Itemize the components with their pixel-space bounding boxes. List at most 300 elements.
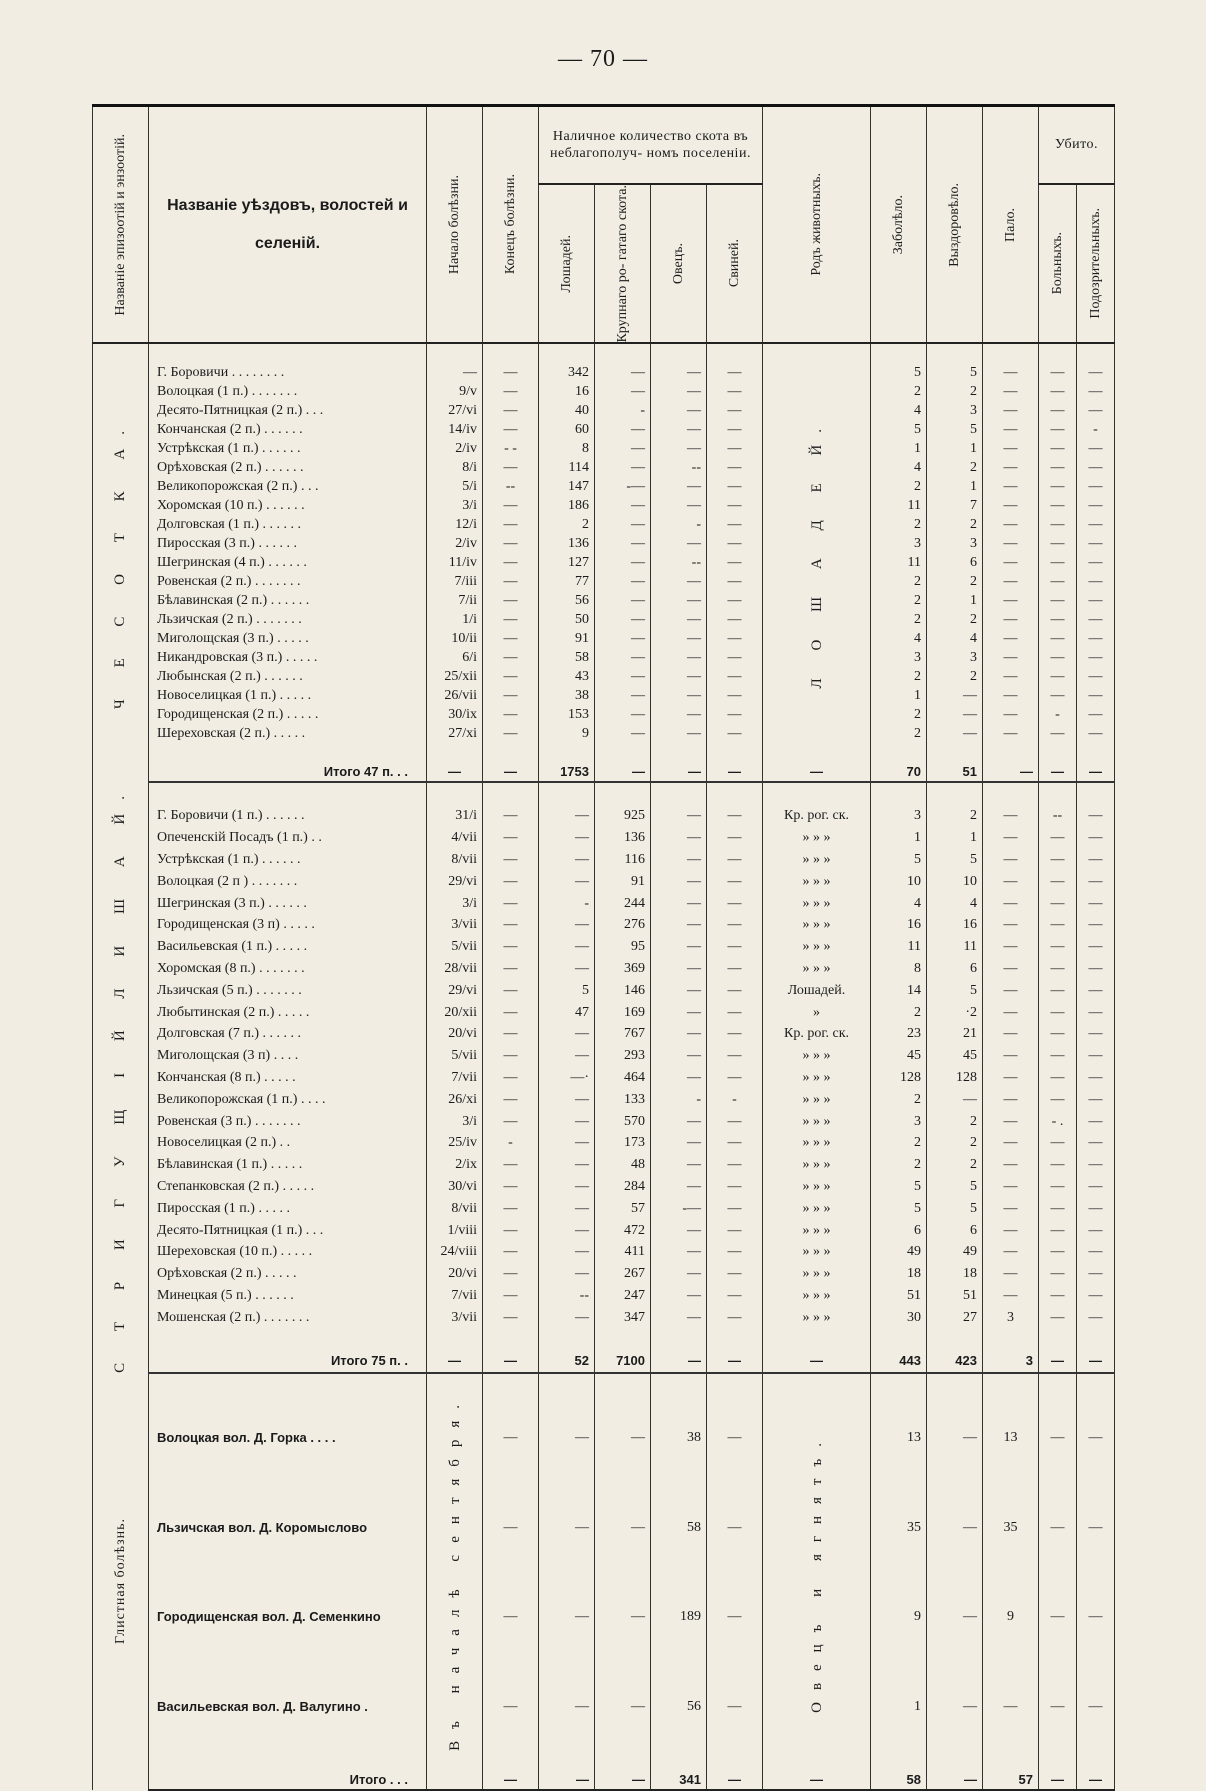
table-row <box>93 1219 1115 1241</box>
table-row <box>93 1154 1115 1176</box>
row-horses: 342 <box>539 363 595 382</box>
row-died: — <box>983 629 1039 648</box>
row-start: 25/iv <box>427 1132 483 1154</box>
total-label: Итого 47 п. . . <box>149 762 427 782</box>
row-recovered: 5 <box>927 420 983 439</box>
total-killed-sick: — <box>1039 762 1077 782</box>
row-kind: » <box>763 1001 871 1023</box>
row-sick: 2 <box>871 515 927 534</box>
row-cattle: 146 <box>595 979 651 1001</box>
spacer-cell <box>927 1328 983 1350</box>
row-start: 11/iv <box>427 553 483 572</box>
row-name: Долговская (7 п.) . . . . . . <box>149 1023 427 1045</box>
table-row <box>93 667 1115 686</box>
row-killed-suspect: — <box>1077 870 1115 892</box>
table-row <box>93 805 1115 827</box>
row-cattle: 169 <box>595 1001 651 1023</box>
total-sheep: 341 <box>651 1770 707 1790</box>
row-killed-suspect: — <box>1077 1219 1115 1241</box>
row-recovered: 5 <box>927 979 983 1001</box>
row-recovered: 21 <box>927 1023 983 1045</box>
row-sick: 4 <box>871 629 927 648</box>
row-killed-sick: — <box>1039 1661 1077 1750</box>
spacer-cell <box>983 743 1039 762</box>
section-label: Глистная болѣзнь. <box>113 1518 128 1645</box>
row-cattle: 570 <box>595 1110 651 1132</box>
row-start: 30/vi <box>427 1176 483 1198</box>
row-start: 28/vii <box>427 958 483 980</box>
row-killed-suspect: — <box>1077 914 1115 936</box>
spacer-cell <box>1039 1328 1077 1350</box>
spacer-cell <box>1039 743 1077 762</box>
row-end: — <box>483 1482 539 1571</box>
row-killed-suspect: — <box>1077 382 1115 401</box>
row-end: — <box>483 515 539 534</box>
row-sheep: — <box>651 496 707 515</box>
total-end: — <box>483 1350 539 1373</box>
spacer-cell <box>651 1751 707 1770</box>
row-horses: 9 <box>539 724 595 743</box>
row-recovered: 1 <box>927 591 983 610</box>
row-sheep: - <box>651 1088 707 1110</box>
row-end: - - <box>483 439 539 458</box>
row-died: — <box>983 572 1039 591</box>
row-killed-suspect: — <box>1077 1263 1115 1285</box>
total-recovered: — <box>927 1770 983 1790</box>
spacer-cell <box>1039 343 1077 363</box>
row-recovered: 18 <box>927 1263 983 1285</box>
row-end: — <box>483 648 539 667</box>
row-name: Десято-Пятницкая (1 п.) . . . <box>149 1219 427 1241</box>
row-recovered: 51 <box>927 1285 983 1307</box>
row-name: Волоцкая вол. Д. Горка . . . . <box>149 1393 427 1482</box>
row-killed-suspect: — <box>1077 610 1115 629</box>
row-killed-suspect: — <box>1077 1088 1115 1110</box>
row-sick: 3 <box>871 648 927 667</box>
row-end: — <box>483 1285 539 1307</box>
spacer-cell <box>539 1751 595 1770</box>
row-sheep: 56 <box>651 1661 707 1750</box>
row-killed-sick: — <box>1039 534 1077 553</box>
row-end: -- <box>483 477 539 496</box>
row-killed-suspect: — <box>1077 1482 1115 1571</box>
row-kind: » » » <box>763 1241 871 1263</box>
table-row <box>93 1110 1115 1132</box>
row-cattle: — <box>595 1572 651 1661</box>
row-pigs: — <box>707 1285 763 1307</box>
row-recovered: 2 <box>927 515 983 534</box>
row-sheep: — <box>651 827 707 849</box>
row-name: Льзичская (2 п.) . . . . . . . <box>149 610 427 629</box>
spacer-cell <box>1039 1373 1077 1393</box>
spacer-cell <box>1077 743 1115 762</box>
row-horses: — <box>539 1263 595 1285</box>
row-sheep: — <box>651 849 707 871</box>
row-sick: 3 <box>871 805 927 827</box>
table-row <box>93 1088 1115 1110</box>
spacer-cell <box>651 782 707 805</box>
row-start: 4/vii <box>427 827 483 849</box>
kind-span-label: Л О Ш А Д Е Й. <box>808 417 825 689</box>
header-sick: Заболѣло. <box>871 106 927 344</box>
row-killed-sick: — <box>1039 553 1077 572</box>
row-cattle: — <box>595 420 651 439</box>
row-horses: — <box>539 1572 595 1661</box>
row-died: 13 <box>983 1393 1039 1482</box>
row-killed-sick: — <box>1039 1219 1077 1241</box>
row-sick: 1 <box>871 827 927 849</box>
row-died: — <box>983 553 1039 572</box>
row-sick: 2 <box>871 667 927 686</box>
row-name: Новоселицкая (1 п.) . . . . . <box>149 686 427 705</box>
row-sick: 5 <box>871 1176 927 1198</box>
row-name: Орѣховская (2 п.) . . . . . . <box>149 458 427 477</box>
row-sick: 13 <box>871 1393 927 1482</box>
row-died: — <box>983 1045 1039 1067</box>
row-killed-suspect: — <box>1077 553 1115 572</box>
row-killed-sick: — <box>1039 686 1077 705</box>
row-name: Орѣховская (2 п.) . . . . . <box>149 1263 427 1285</box>
section-top-spacer <box>93 343 1115 363</box>
row-sheep: — <box>651 892 707 914</box>
row-name: Ровенская (2 п.) . . . . . . . <box>149 572 427 591</box>
row-name: Великопорожская (2 п.) . . . <box>149 477 427 496</box>
table-row <box>93 914 1115 936</box>
row-sick: 2 <box>871 1001 927 1023</box>
row-killed-suspect: — <box>1077 1001 1115 1023</box>
row-died: — <box>983 648 1039 667</box>
spacer-cell <box>651 743 707 762</box>
spacer-cell <box>1039 1751 1077 1770</box>
row-died: — <box>983 936 1039 958</box>
row-end: — <box>483 686 539 705</box>
row-sick: 2 <box>871 1132 927 1154</box>
row-name: Любытинская (2 п.) . . . . . <box>149 1001 427 1023</box>
row-end: — <box>483 724 539 743</box>
row-killed-sick: — <box>1039 1263 1077 1285</box>
row-horses: — <box>539 1219 595 1241</box>
row-horses: — <box>539 1241 595 1263</box>
row-name: Минецкая (5 п.) . . . . . . <box>149 1285 427 1307</box>
total-recovered: 51 <box>927 762 983 782</box>
total-died: 57 <box>983 1770 1039 1790</box>
row-killed-suspect: — <box>1077 363 1115 382</box>
row-sick: 10 <box>871 870 927 892</box>
row-horses: — <box>539 1306 595 1328</box>
row-killed-sick: - <box>1039 705 1077 724</box>
header-horses: Лошадей. <box>539 184 595 344</box>
row-recovered: 11 <box>927 936 983 958</box>
spacer-cell <box>707 1373 763 1393</box>
row-sheep: — <box>651 1176 707 1198</box>
epizootic-table <box>92 104 1115 1791</box>
row-recovered: 2 <box>927 572 983 591</box>
row-name: Городищенская вол. Д. Семенкино <box>149 1572 427 1661</box>
total-killed-suspect: — <box>1077 1350 1115 1373</box>
row-kind: » » » <box>763 914 871 936</box>
row-pigs: — <box>707 591 763 610</box>
row-sheep: 58 <box>651 1482 707 1571</box>
row-name: Васильевская (1 п.) . . . . . <box>149 936 427 958</box>
row-pigs: — <box>707 1110 763 1132</box>
row-end: — <box>483 363 539 382</box>
row-died: — <box>983 439 1039 458</box>
row-killed-sick: — <box>1039 1001 1077 1023</box>
table-row <box>93 648 1115 667</box>
row-kind: » » » <box>763 958 871 980</box>
row-kind: » » » <box>763 1197 871 1219</box>
row-end: — <box>483 591 539 610</box>
row-killed-sick: — <box>1039 936 1077 958</box>
row-killed-suspect: — <box>1077 648 1115 667</box>
table-row <box>93 870 1115 892</box>
row-pigs: — <box>707 958 763 980</box>
table-row <box>93 420 1115 439</box>
row-killed-suspect: — <box>1077 1661 1115 1750</box>
total-row <box>93 762 1115 782</box>
spacer-cell <box>1077 343 1115 363</box>
table-row <box>93 572 1115 591</box>
row-sheep: — <box>651 724 707 743</box>
row-recovered: 6 <box>927 958 983 980</box>
table-row <box>93 686 1115 705</box>
row-died: — <box>983 827 1039 849</box>
row-cattle: — <box>595 515 651 534</box>
total-sick: 443 <box>871 1350 927 1373</box>
row-start: 29/vi <box>427 870 483 892</box>
row-killed-sick: — <box>1039 1285 1077 1307</box>
row-cattle: 173 <box>595 1132 651 1154</box>
row-sick: 18 <box>871 1263 927 1285</box>
total-start: — <box>427 762 483 782</box>
row-sheep: — <box>651 1219 707 1241</box>
row-end: — <box>483 496 539 515</box>
row-sick: 11 <box>871 553 927 572</box>
row-horses: 2 <box>539 515 595 534</box>
row-start: 5/vii <box>427 936 483 958</box>
row-start: 6/i <box>427 648 483 667</box>
spacer-cell <box>539 1328 595 1350</box>
row-kind: » » » <box>763 892 871 914</box>
row-start: 7/ii <box>427 591 483 610</box>
row-start: 1/viii <box>427 1219 483 1241</box>
row-start: 20/vi <box>427 1263 483 1285</box>
header-pigs: Свиней. <box>707 184 763 344</box>
row-cattle: — <box>595 629 651 648</box>
spacer-cell <box>539 743 595 762</box>
row-killed-suspect: — <box>1077 849 1115 871</box>
row-end: — <box>483 1306 539 1328</box>
row-name: Миголощская (3 п.) . . . . . <box>149 629 427 648</box>
spacer-cell <box>707 782 763 805</box>
row-end: — <box>483 936 539 958</box>
row-sick: 1 <box>871 1661 927 1750</box>
row-recovered: — <box>927 705 983 724</box>
row-killed-suspect: — <box>1077 1045 1115 1067</box>
row-died: — <box>983 724 1039 743</box>
spacer-cell <box>651 1328 707 1350</box>
row-name: Городищенская (3 п) . . . . . <box>149 914 427 936</box>
row-cattle: — <box>595 439 651 458</box>
row-killed-suspect: — <box>1077 401 1115 420</box>
row-name: Ровенская (3 п.) . . . . . . . <box>149 1110 427 1132</box>
row-cattle: 91 <box>595 870 651 892</box>
row-sheep: — <box>651 420 707 439</box>
row-killed-suspect: — <box>1077 958 1115 980</box>
table-row <box>93 827 1115 849</box>
header-end: Конецъ болѣзни. <box>483 106 539 344</box>
row-sick: 9 <box>871 1572 927 1661</box>
row-killed-sick: — <box>1039 1088 1077 1110</box>
row-pigs: — <box>707 363 763 382</box>
spacer-cell <box>651 343 707 363</box>
row-end: — <box>483 534 539 553</box>
row-pigs: — <box>707 1001 763 1023</box>
row-sheep: - <box>651 515 707 534</box>
row-name: Волоцкая (1 п.) . . . . . . . <box>149 382 427 401</box>
row-sheep: — <box>651 1285 707 1307</box>
row-start: 31/i <box>427 805 483 827</box>
row-died: — <box>983 1661 1039 1750</box>
row-cattle: — <box>595 534 651 553</box>
total-killed-suspect: — <box>1077 1770 1115 1790</box>
row-cattle: 464 <box>595 1067 651 1089</box>
row-sheep: — <box>651 1132 707 1154</box>
row-killed-suspect: — <box>1077 496 1115 515</box>
row-sheep: -- <box>651 458 707 477</box>
row-died: — <box>983 420 1039 439</box>
row-killed-suspect: — <box>1077 1067 1115 1089</box>
row-sick: 5 <box>871 420 927 439</box>
table-row <box>93 724 1115 743</box>
row-end: — <box>483 1023 539 1045</box>
row-died: — <box>983 401 1039 420</box>
row-sheep: — <box>651 1154 707 1176</box>
row-died: — <box>983 805 1039 827</box>
row-end: — <box>483 914 539 936</box>
table-row <box>93 1306 1115 1328</box>
row-died: 35 <box>983 1482 1039 1571</box>
row-name: Г. Боровичи . . . . . . . . <box>149 363 427 382</box>
row-name: Кончанская (2 п.) . . . . . . <box>149 420 427 439</box>
row-recovered: 2 <box>927 667 983 686</box>
header-died: Пало. <box>983 106 1039 344</box>
spacer-cell <box>149 1751 427 1770</box>
table-row <box>93 1132 1115 1154</box>
table-row <box>93 458 1115 477</box>
row-cattle: 411 <box>595 1241 651 1263</box>
total-row <box>93 1350 1115 1373</box>
row-cattle: — <box>595 363 651 382</box>
row-end: — <box>483 667 539 686</box>
row-name: Устрѣкская (1 п.) . . . . . . <box>149 439 427 458</box>
spacer-cell <box>595 343 651 363</box>
row-cattle: — <box>595 572 651 591</box>
spacer-cell <box>595 743 651 762</box>
total-cattle: — <box>595 762 651 782</box>
row-start: 8/i <box>427 458 483 477</box>
row-horses: 40 <box>539 401 595 420</box>
row-died: — <box>983 1023 1039 1045</box>
row-name: Опеченскій Посадъ (1 п.) . . <box>149 827 427 849</box>
header-recovered: Выздоровѣло. <box>927 106 983 344</box>
row-start: 30/ix <box>427 705 483 724</box>
total-cattle: 7100 <box>595 1350 651 1373</box>
row-recovered: 6 <box>927 1219 983 1241</box>
row-sheep: — <box>651 870 707 892</box>
row-horses: — <box>539 1023 595 1045</box>
row-sick: 45 <box>871 1045 927 1067</box>
row-start: 3/i <box>427 1110 483 1132</box>
row-killed-sick: — <box>1039 1067 1077 1089</box>
spacer-cell <box>595 1373 651 1393</box>
total-horses: 1753 <box>539 762 595 782</box>
total-killed-sick: — <box>1039 1770 1077 1790</box>
row-start: 3/vii <box>427 1306 483 1328</box>
spacer-cell <box>483 1373 539 1393</box>
row-name: Новоселицкая (2 п.) . . <box>149 1132 427 1154</box>
row-horses: 8 <box>539 439 595 458</box>
row-killed-sick: — <box>1039 439 1077 458</box>
row-name: Кончанская (8 п.) . . . . . <box>149 1067 427 1089</box>
row-cattle: 48 <box>595 1154 651 1176</box>
row-recovered: 2 <box>927 805 983 827</box>
row-recovered: 7 <box>927 496 983 515</box>
spacer-cell <box>871 743 927 762</box>
row-start: 14/iv <box>427 420 483 439</box>
row-died: — <box>983 686 1039 705</box>
table-row <box>93 1661 1115 1750</box>
row-horses: — <box>539 1197 595 1219</box>
row-end: — <box>483 553 539 572</box>
spacer-cell <box>427 743 483 762</box>
row-pigs: — <box>707 515 763 534</box>
total-kind: — <box>763 1770 871 1790</box>
row-horses: — <box>539 936 595 958</box>
header-killed-sick: Больныхъ. <box>1039 184 1077 344</box>
row-died: — <box>983 1241 1039 1263</box>
row-recovered: 2 <box>927 610 983 629</box>
spacer-cell <box>983 782 1039 805</box>
table-row <box>93 515 1115 534</box>
row-sick: 2 <box>871 1154 927 1176</box>
row-sick: 3 <box>871 1110 927 1132</box>
row-died: — <box>983 849 1039 871</box>
row-start: 8/vii <box>427 1197 483 1219</box>
row-killed-suspect: — <box>1077 534 1115 553</box>
row-pigs: — <box>707 496 763 515</box>
row-died: — <box>983 610 1039 629</box>
table-row <box>93 553 1115 572</box>
row-sheep: — <box>651 1110 707 1132</box>
table-row <box>93 1001 1115 1023</box>
row-sheep: — <box>651 1023 707 1045</box>
row-cattle: — <box>595 686 651 705</box>
row-pigs: — <box>707 1023 763 1045</box>
row-killed-suspect: — <box>1077 1393 1115 1482</box>
row-killed-suspect: — <box>1077 572 1115 591</box>
spacer-cell <box>483 782 539 805</box>
start-span-label: Въ началѣ сентября. <box>446 1392 463 1751</box>
row-start: 20/xii <box>427 1001 483 1023</box>
row-horses: 56 <box>539 591 595 610</box>
spacer-cell <box>763 1328 871 1350</box>
spacer-cell <box>763 743 871 762</box>
row-cattle: 133 <box>595 1088 651 1110</box>
row-cattle: 95 <box>595 936 651 958</box>
row-recovered: ·2 <box>927 1001 983 1023</box>
spacer-cell <box>539 782 595 805</box>
